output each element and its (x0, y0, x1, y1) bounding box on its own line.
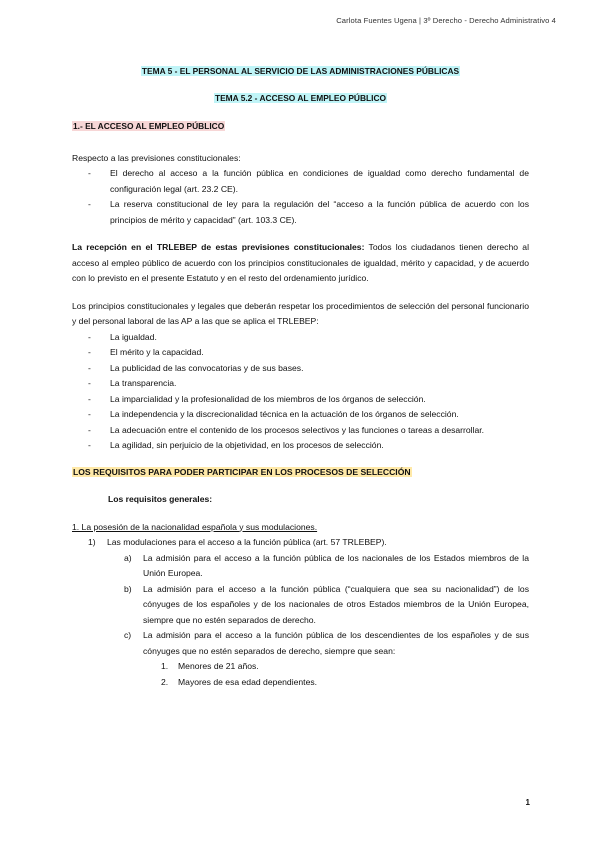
tema-title-line (72, 64, 529, 80)
num-text: Menores de 21 años. (178, 661, 259, 671)
list-item: - La agilidad, sin perjuicio de la objetividad, en los procesos de selección. (72, 438, 529, 454)
tema-title: TEMA 5 - EL PERSONAL AL SERVICIO DE LAS ADMINISTRACIONES PÚBLICAS (141, 66, 460, 76)
num-marker: 2. (161, 676, 169, 687)
num-marker: 1. (161, 661, 169, 671)
num-text: Mayores de esa edad dependientes. (178, 676, 318, 687)
list-item (72, 675, 529, 691)
requisitos-heading-line (72, 465, 529, 481)
list-item (72, 628, 529, 659)
list-item: - La publicidad de las convocatorias y de sus bases. (72, 361, 529, 377)
list-item (72, 659, 529, 675)
list-item: - La igualdad. (72, 330, 529, 346)
section-heading: 1.- EL ACCESO AL EMPLEO PÚBLICO (73, 121, 225, 131)
intro-lead: Respecto a las previsiones constitucionales: (72, 152, 241, 163)
numbered-sublist (72, 659, 529, 690)
list-item: - La imparcialidad y la profesionalidad de los miembros de los órganos de selección. (72, 392, 529, 408)
sub-1-marker: 1) (88, 537, 96, 547)
section-heading-line (72, 119, 529, 135)
list-item: - La transparencia. (72, 376, 529, 392)
list-item (72, 551, 529, 582)
page-number: 1 (525, 798, 530, 807)
principles-lead: Los principios constitucionales y legales que deberán respetar los procedimientos de selección del personal funcionario y del personal laboral de las AP a las que se aplica el TRLEBEP: (72, 300, 529, 326)
list-item: - El derecho al acceso a la función pública en condiciones de igualdad como derecho fundamental de configuración legal (art. 23.2 CE). (72, 166, 529, 197)
document-body (72, 64, 529, 690)
sub-1-item (72, 535, 529, 551)
intro-list (72, 166, 529, 228)
page-header: Carlota Fuentes Ugena | 3º Derecho - Derecho Administrativo 4 (336, 16, 556, 25)
alpha-marker: a) (124, 552, 132, 563)
alpha-marker: b) (124, 583, 132, 594)
requisitos-heading: LOS REQUISITOS PARA PODER PARTICIPAR EN LOS PROCESOS DE SELECCIÓN (73, 466, 411, 477)
sub-1-text: Las modulaciones para el acceso a la función pública (art. 57 TRLEBEP). (107, 537, 387, 547)
reception-paragraph (72, 240, 529, 287)
subtema-title: TEMA 5.2 - ACCESO AL EMPLEO PÚBLICO (214, 92, 387, 103)
subtema-title-line (72, 91, 529, 107)
list-item: - La adecuación entre el contenido de los procesos selectivos y las funciones o tareas a desarrollar. (72, 423, 529, 439)
reception-text: Todos los ciudadanos tienen derecho al acceso al empleo público de acuerdo con los principios constitucionales de igualdad, mérito y capacidad, y de acuerdo con lo previsto en el presente Estatuto y en el resto del ordenamiento jurídico. (72, 242, 529, 283)
principles-list (72, 330, 529, 454)
list-item: - La independencia y la discrecionalidad técnica en la actuación de los órganos de selección. (72, 407, 529, 423)
alpha-text: La admisión para el acceso a la función pública (“cualquiera que sea su nacionalidad”) de los cónyuges de los españoles y de los nacionales de otros Estados miembros de la Unión Europea, siempre que no estén separados de derecho. (143, 583, 529, 625)
alpha-marker: c) (124, 630, 132, 640)
alpha-list (72, 551, 529, 660)
alpha-text: La admisión para el acceso a la función pública de los descendientes de los españoles y de sus cónyuges que no estén separados de derecho, siempre que sean: (143, 630, 529, 656)
list-item (72, 582, 529, 629)
point-1-heading: 1. La posesión de la nacionalidad española y sus modulaciones. (72, 521, 318, 532)
alpha-text: La admisión para el acceso a la función pública de los nacionales de los Estados miembros de la Unión Europea. (143, 552, 529, 578)
requisitos-generales: Los requisitos generales: (108, 494, 213, 504)
list-item: - El mérito y la capacidad. (72, 345, 529, 361)
list-item: - La reserva constitucional de ley para la regulación del “acceso a la función pública de acuerdo con los principios de mérito y capacidad” (art. 103.3 CE). (72, 197, 529, 228)
reception-bold: La recepción en el TRLEBEP de estas previsiones constitucionales: (72, 242, 365, 252)
